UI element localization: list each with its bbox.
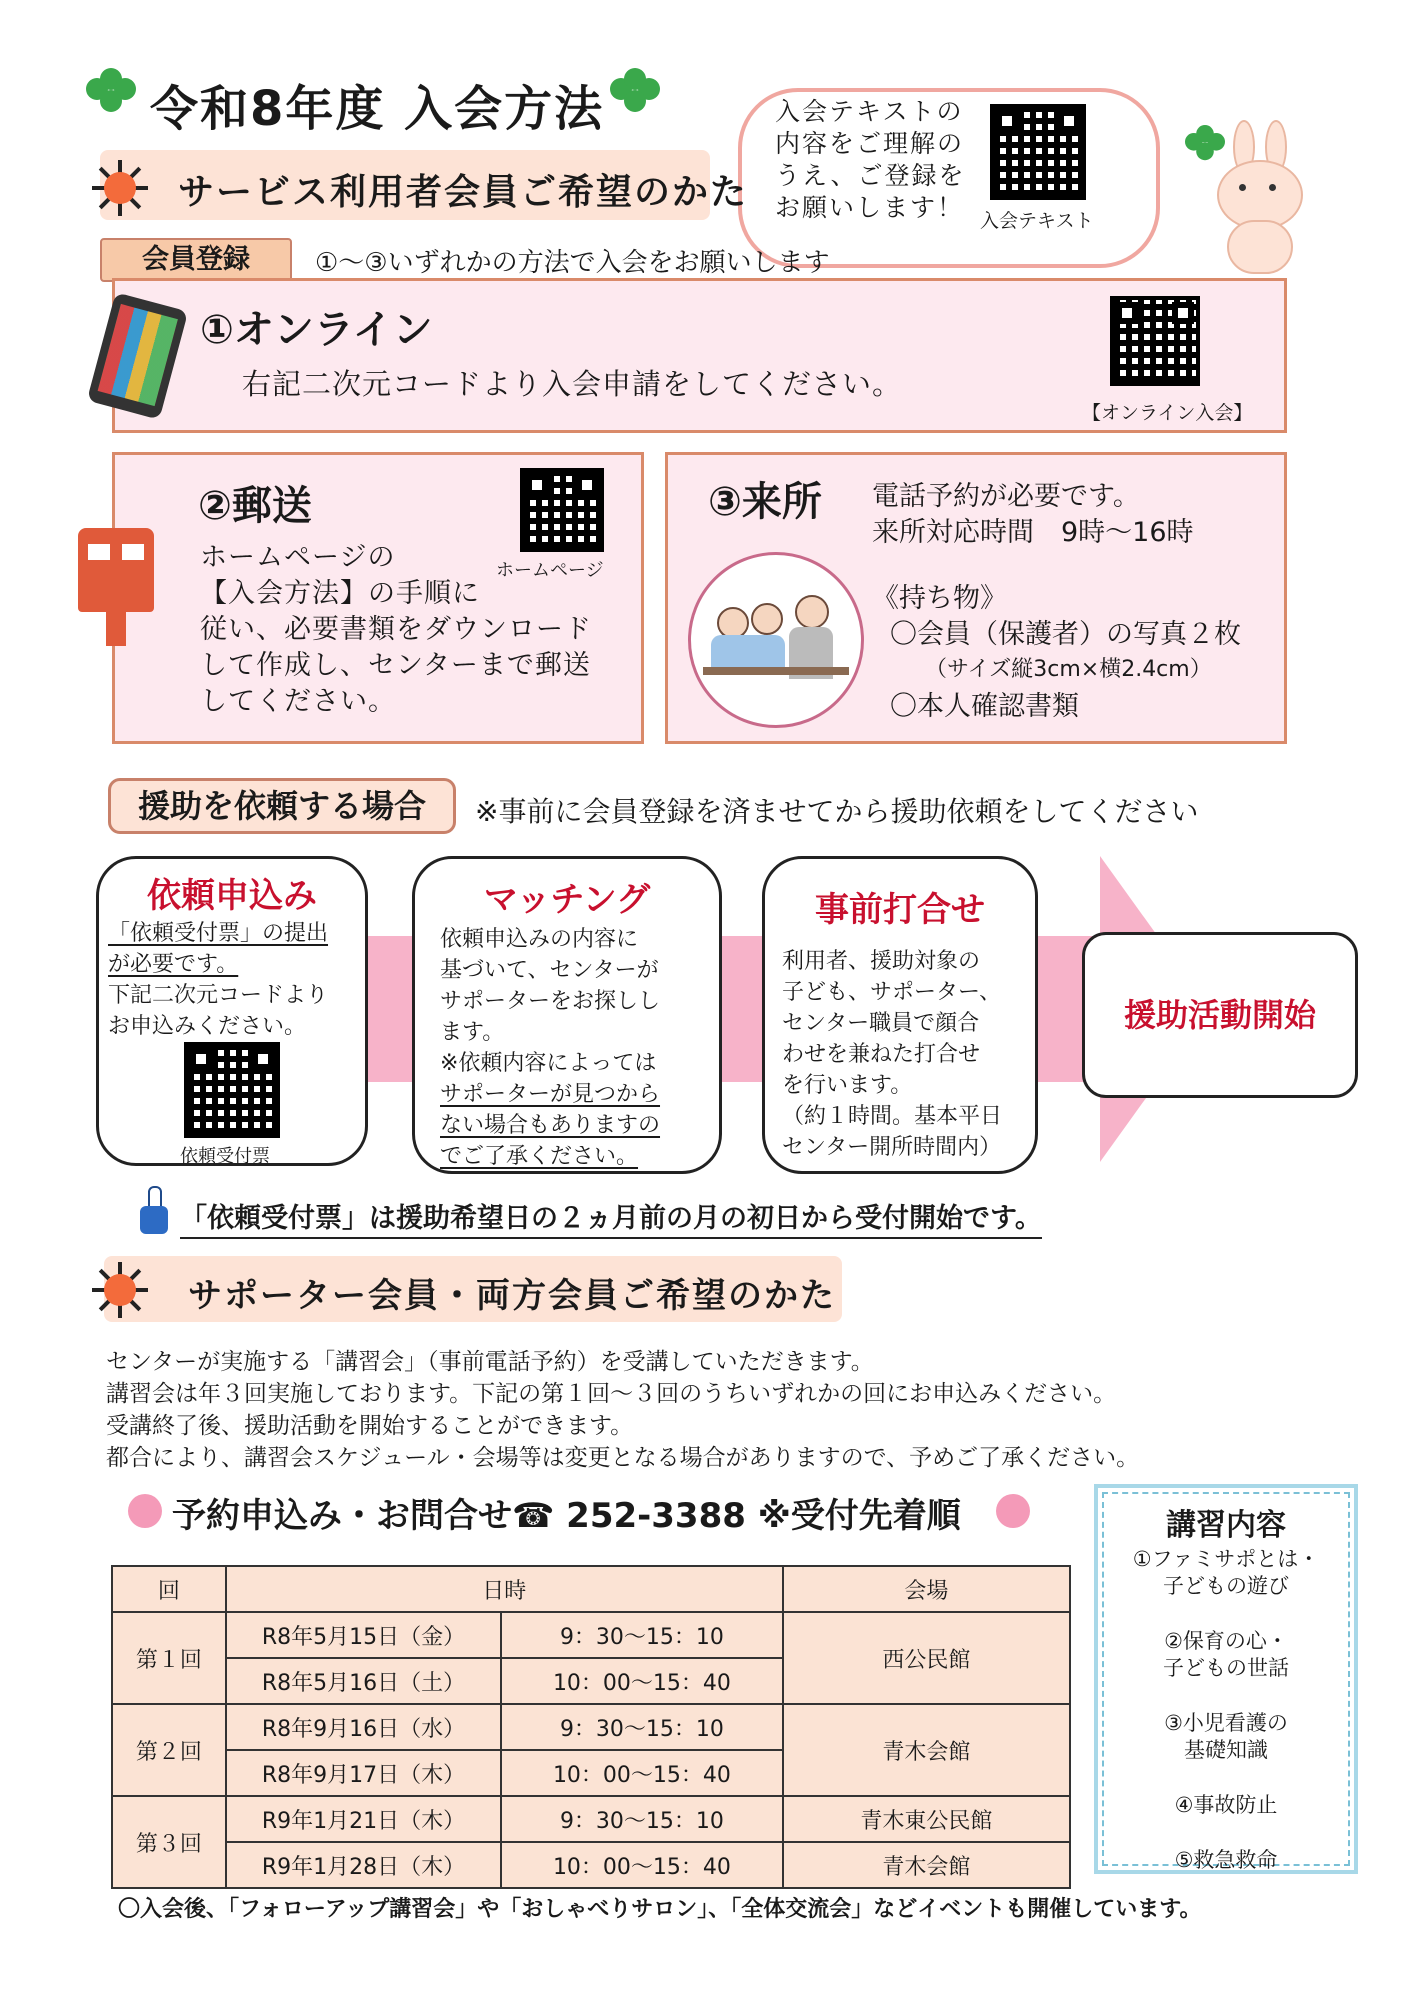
membership-note: ①～③いずれかの方法で入会をお願いします: [315, 248, 830, 278]
belonging-photo: 〇会員（保護者）の写真２枚: [890, 619, 1241, 650]
step-request-text: 「依頼受付票」の提出 が必要です。 下記二次元コードより お申込みください。: [108, 921, 329, 1039]
online-qr-label: 【オンライン入会】: [1082, 402, 1253, 424]
contact-line: 予約申込み・お問合せ☎ 252-3388 ※受付先着順: [172, 1496, 961, 1536]
date-cell: R8年9月17日（木）: [226, 1750, 501, 1796]
time-cell: 9：30～15：10: [501, 1796, 782, 1842]
header-venue: 会場: [783, 1566, 1070, 1612]
course-item: ①ファミサポとは・ 子どもの遊び: [1132, 1547, 1320, 1598]
belongings-heading: 《持ち物》: [872, 583, 1007, 614]
visit-title: ③来所: [708, 479, 822, 525]
time-cell: 10：00～15：40: [501, 1842, 782, 1888]
date-cell: R9年1月28日（木）: [226, 1842, 501, 1888]
course-item: ④事故防止: [1174, 1793, 1278, 1817]
online-text: 右記二次元コードより入会申請をしてください。: [242, 367, 903, 401]
clover-icon: [1185, 125, 1225, 165]
venue-cell: 青木会館: [783, 1842, 1070, 1888]
membership-badge: 会員登録: [100, 238, 292, 282]
supporter-description: センターが実施する「講習会」（事前電話予約）を受講していただきます。 講習会は年３回実施しております。下記の第１回～３回のうちいずれかの回にお申込みください。 受講終了後、援助活動を開始することができます。 都合により、講習会スケジュール・会場等は変更となる場合がありますので、予めご了承ください。: [106, 1349, 1140, 1471]
postbox-icon: [78, 528, 154, 646]
footer-note: 〇入会後、「フォローアップ講習会」や「おしゃべりサロン」、「全体交流会」などイベントも開催しています。: [118, 1897, 1202, 1922]
course-items: [1108, 1546, 1344, 1874]
table-row: [112, 1612, 1070, 1658]
table-header-row: [112, 1566, 1070, 1612]
request-form-qr-label: 依頼受付票: [180, 1146, 270, 1167]
qr-code-text[interactable]: [990, 104, 1086, 200]
date-cell: R9年1月21日（木）: [226, 1796, 501, 1842]
step-matching-text: 依頼申込みの内容に 基づいて、センターが サポーターをお探しし ます。 ※依頼内容によっては サポーターが見つから ない場合もありますの でご了承ください。: [440, 927, 661, 1169]
table-row: [112, 1842, 1070, 1888]
venue-cell: 西公民館: [783, 1612, 1070, 1704]
sun-icon: [92, 160, 148, 216]
clover-icon: [86, 68, 136, 118]
mail-title: ②郵送: [198, 483, 312, 529]
date-cell: R8年5月16日（土）: [226, 1658, 501, 1704]
course-item: ⑤救急救命: [1174, 1848, 1278, 1872]
venue-cell: 青木東公民館: [783, 1796, 1070, 1842]
mail-instructions: ホームページの 【入会方法】の手順に 従い、必要書類をダウンロード して作成し、センターまで郵送 してください。: [200, 542, 592, 717]
sakura-icon: [128, 1494, 162, 1528]
step-meeting-title: 事前打合せ: [815, 890, 985, 930]
step-matching-title: マッチング: [483, 880, 651, 920]
pointing-hand-icon: [140, 1186, 170, 1236]
belonging-photo-size: （サイズ縦3cm×横2.4cm）: [925, 657, 1212, 682]
table-row: [112, 1704, 1070, 1750]
consultation-illustration: [688, 552, 864, 728]
homepage-qr-label: ホームページ: [496, 560, 604, 581]
header-round: 回: [112, 1566, 226, 1612]
user-section-heading: サービス利用者会員ご希望のかた: [178, 172, 749, 213]
step-meeting-text: 利用者、援助対象の 子ども、サポーター、 センター職員で顔合 わせを兼ねた打合せ を行います。 （約１時間。基本平日 センター開所時間内）: [782, 949, 1003, 1160]
date-cell: R8年5月15日（金）: [226, 1612, 501, 1658]
online-title: ①オンライン: [200, 307, 433, 353]
schedule-table: [111, 1565, 1071, 1889]
qr-code-online[interactable]: [1110, 296, 1200, 386]
time-cell: 9：30～15：10: [501, 1612, 782, 1658]
belonging-id: 〇本人確認書類: [890, 691, 1079, 722]
time-cell: 9：30～15：10: [501, 1704, 782, 1750]
speech-bubble-text: 入会テキストの 内容をご理解の うえ、ご登録を お願いします！: [775, 97, 966, 222]
qr-label-text: 入会テキスト: [980, 210, 1094, 232]
round-cell: 第２回: [112, 1704, 226, 1796]
table-row: [112, 1796, 1070, 1842]
time-cell: 10：00～15：40: [501, 1658, 782, 1704]
course-item: ③小児看護の 基礎知識: [1164, 1711, 1288, 1762]
step-request-title: 依頼申込み: [147, 876, 317, 916]
course-item: ②保育の心・ 子どもの世話: [1163, 1629, 1289, 1680]
sakura-icon: [996, 1494, 1030, 1528]
request-note: ※事前に会員登録を済ませてから援助依頼をしてください: [475, 795, 1199, 828]
request-badge: 援助を依頼する場合: [108, 778, 456, 834]
reception-note: 「依頼受付票」は援助希望日の２ヵ月前の月の初日から受付開始です。: [180, 1196, 1042, 1239]
round-cell: 第１回: [112, 1612, 226, 1704]
clover-icon: [610, 68, 660, 118]
date-cell: R8年9月16日（水）: [226, 1704, 501, 1750]
course-title: 講習内容: [1166, 1508, 1286, 1543]
visit-reservation: 電話予約が必要です。: [872, 481, 1140, 512]
rabbit-illustration: [1215, 120, 1305, 270]
qr-code-request-form[interactable]: [184, 1042, 280, 1138]
time-cell: 10：00～15：40: [501, 1750, 782, 1796]
step-start-title: 援助活動開始: [1123, 996, 1316, 1034]
header-datetime: 日時: [226, 1566, 783, 1612]
venue-cell: 青木会館: [783, 1704, 1070, 1796]
round-cell: 第３回: [112, 1796, 226, 1888]
page-title: 令和8年度 入会方法: [150, 81, 605, 137]
sun-icon: [92, 1262, 148, 1318]
supporter-section-heading: サポーター会員・両方会員ご希望のかた: [188, 1276, 836, 1316]
visit-hours: 来所対応時間 9時～16時: [872, 517, 1194, 548]
